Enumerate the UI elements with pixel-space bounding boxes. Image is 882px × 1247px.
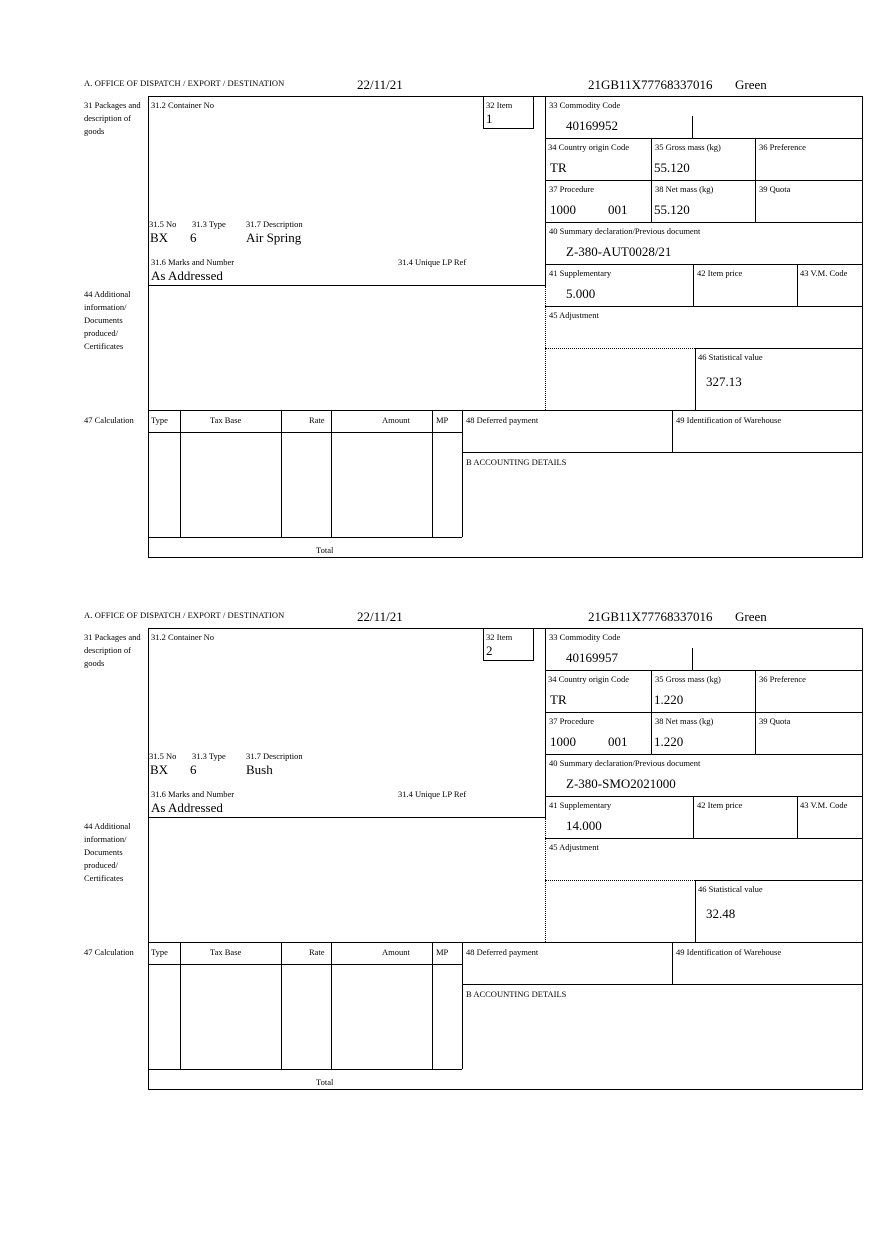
divider (180, 410, 181, 537)
procedure-sub-code: 001 (608, 202, 628, 217)
commodity-code: 40169957 (566, 650, 618, 665)
declaration-reference: 21GB11X77768337016 (588, 609, 713, 624)
divider (695, 348, 863, 349)
container-label: 31.2 Container No (151, 100, 215, 110)
procedure-sub-code: 001 (608, 734, 628, 749)
divider (545, 306, 863, 307)
divider (331, 942, 332, 1069)
divider (281, 942, 282, 1069)
gross-mass-label: 35 Gross mass (kg) (655, 142, 721, 152)
pkg-no-label: 31.5 No (149, 219, 177, 229)
goods-description: Bush (246, 762, 273, 777)
packages-label: 31 Packages and description of goods (84, 100, 141, 136)
country-origin-label: 34 Country origin Code (548, 142, 629, 152)
divider (462, 984, 863, 985)
item-price-label: 42 Item price (697, 268, 743, 278)
calc-base-header: Tax Base (210, 415, 242, 425)
route-status: Green (735, 77, 767, 92)
pkg-desc-label: 31.7 Description (246, 219, 303, 229)
divider (693, 264, 694, 306)
net-mass-value: 1.220 (654, 734, 684, 749)
divider (148, 285, 546, 286)
divider (148, 942, 863, 943)
divider (545, 264, 863, 265)
divider (462, 410, 463, 537)
divider (672, 410, 673, 452)
divider (148, 964, 462, 965)
pkg-kind: BX (150, 230, 169, 245)
pkg-count: 6 (190, 230, 197, 245)
calc-amount-header: Amount (382, 415, 410, 425)
stat-value: 32.48 (706, 906, 736, 921)
unique-ref-label: 31.4 Unique LP Ref (398, 789, 467, 799)
net-mass-value: 55.120 (654, 202, 690, 217)
divider (148, 817, 546, 818)
stat-value-label: 46 Statistical value (698, 352, 763, 362)
summary-decl-value: Z-380-SMO2021000 (566, 776, 676, 791)
item-number: 1 (486, 111, 493, 126)
calc-base-header: Tax Base (210, 947, 242, 957)
item-number: 2 (486, 643, 493, 658)
divider (695, 880, 863, 881)
packages-label: 31 Packages and description of goods (84, 632, 141, 668)
commodity-code: 40169952 (566, 118, 618, 133)
net-mass-label: 38 Net mass (kg) (655, 716, 714, 726)
item-label: 32 Item (486, 100, 513, 110)
divider-dotted (545, 348, 695, 349)
calc-rate-header: Rate (309, 947, 325, 957)
divider (545, 670, 863, 671)
summary-decl-value: Z-380-AUT0028/21 (566, 244, 672, 259)
quota-label: 39 Quota (759, 716, 791, 726)
procedure-code: 1000 (550, 734, 576, 749)
office-header-label: A. OFFICE OF DISPATCH / EXPORT / DESTINATION (84, 78, 285, 88)
supplementary-label: 41 Supplementary (549, 800, 612, 810)
pkg-type-label: 31.3 Type (192, 219, 226, 229)
vm-code-label: 43 V.M. Code (800, 800, 848, 810)
calc-mp-header: MP (436, 415, 449, 425)
net-mass-label: 38 Net mass (kg) (655, 184, 714, 194)
supplementary-value: 5.000 (566, 286, 596, 301)
marks-value: As Addressed (151, 800, 223, 815)
divider (148, 1069, 462, 1070)
quota-label: 39 Quota (759, 184, 791, 194)
divider (545, 96, 546, 286)
divider (797, 264, 798, 306)
divider (695, 880, 696, 942)
divider (545, 222, 863, 223)
procedure-label: 37 Procedure (549, 184, 595, 194)
gross-mass-value: 1.220 (654, 692, 684, 707)
calc-total-label: Total (316, 1077, 334, 1087)
divider (545, 754, 863, 755)
divider (692, 648, 693, 670)
commodity-label: 33 Commodity Code (549, 632, 621, 642)
preference-label: 36 Preference (759, 142, 806, 152)
deferred-payment-label: 48 Deferred payment (466, 415, 539, 425)
warehouse-label: 49 Identification of Warehouse (676, 947, 782, 957)
adjustment-label: 45 Adjustment (549, 842, 599, 852)
supplementary-value: 14.000 (566, 818, 602, 833)
summary-decl-label: 40 Summary declaration/Previous document (549, 758, 701, 768)
item-label: 32 Item (486, 632, 513, 642)
customs-item-form (0, 0, 882, 555)
vm-code-label: 43 V.M. Code (800, 268, 848, 278)
gross-mass-value: 55.120 (654, 160, 690, 175)
adjustment-label: 45 Adjustment (549, 310, 599, 320)
additional-info-label: 44 Additional information/ Documents produced/ Certificates (84, 821, 131, 883)
divider (545, 138, 863, 139)
divider-dotted (545, 880, 695, 881)
divider (692, 116, 693, 138)
divider (432, 410, 433, 537)
procedure-label: 37 Procedure (549, 716, 595, 726)
deferred-payment-label: 48 Deferred payment (466, 947, 539, 957)
divider (545, 628, 546, 818)
calc-type-header: Type (151, 947, 168, 957)
calc-total-label: Total (316, 545, 334, 555)
divider (672, 942, 673, 984)
pkg-no-label: 31.5 No (149, 751, 177, 761)
declaration-date: 22/11/21 (357, 77, 403, 92)
pkg-kind: BX (150, 762, 169, 777)
customs-item-form (0, 532, 882, 1087)
country-origin-code: TR (550, 160, 567, 175)
marks-value: As Addressed (151, 268, 223, 283)
calculation-label: 47 Calculation (84, 947, 134, 957)
divider (432, 942, 433, 1069)
divider (545, 180, 863, 181)
item-price-label: 42 Item price (697, 800, 743, 810)
divider (331, 410, 332, 537)
supplementary-label: 41 Supplementary (549, 268, 612, 278)
stat-value: 327.13 (706, 374, 742, 389)
pkg-type-label: 31.3 Type (192, 751, 226, 761)
country-origin-label: 34 Country origin Code (548, 674, 629, 684)
commodity-label: 33 Commodity Code (549, 100, 621, 110)
accounting-details-label: B ACCOUNTING DETAILS (466, 457, 567, 467)
divider (695, 348, 696, 410)
divider (148, 410, 863, 411)
declaration-date: 22/11/21 (357, 609, 403, 624)
calc-amount-header: Amount (382, 947, 410, 957)
goods-description: Air Spring (246, 230, 302, 245)
container-label: 31.2 Container No (151, 632, 215, 642)
pkg-count: 6 (190, 762, 197, 777)
calc-type-header: Type (151, 415, 168, 425)
declaration-reference: 21GB11X77768337016 (588, 77, 713, 92)
route-status: Green (735, 609, 767, 624)
marks-label: 31.6 Marks and Number (151, 257, 235, 267)
warehouse-label: 49 Identification of Warehouse (676, 415, 782, 425)
divider (545, 796, 863, 797)
divider (545, 712, 863, 713)
additional-info-label: 44 Additional information/ Documents produced/ Certificates (84, 289, 131, 351)
divider (462, 942, 463, 1069)
divider (545, 838, 863, 839)
divider (281, 410, 282, 537)
divider (148, 432, 462, 433)
stat-value-label: 46 Statistical value (698, 884, 763, 894)
calculation-label: 47 Calculation (84, 415, 134, 425)
pkg-desc-label: 31.7 Description (246, 751, 303, 761)
divider (797, 796, 798, 838)
procedure-code: 1000 (550, 202, 576, 217)
gross-mass-label: 35 Gross mass (kg) (655, 674, 721, 684)
divider (462, 452, 863, 453)
office-header-label: A. OFFICE OF DISPATCH / EXPORT / DESTINATION (84, 610, 285, 620)
calc-mp-header: MP (436, 947, 449, 957)
marks-label: 31.6 Marks and Number (151, 789, 235, 799)
divider (693, 796, 694, 838)
accounting-details-label: B ACCOUNTING DETAILS (466, 989, 567, 999)
unique-ref-label: 31.4 Unique LP Ref (398, 257, 467, 267)
preference-label: 36 Preference (759, 674, 806, 684)
country-origin-code: TR (550, 692, 567, 707)
divider (180, 942, 181, 1069)
calc-rate-header: Rate (309, 415, 325, 425)
summary-decl-label: 40 Summary declaration/Previous document (549, 226, 701, 236)
